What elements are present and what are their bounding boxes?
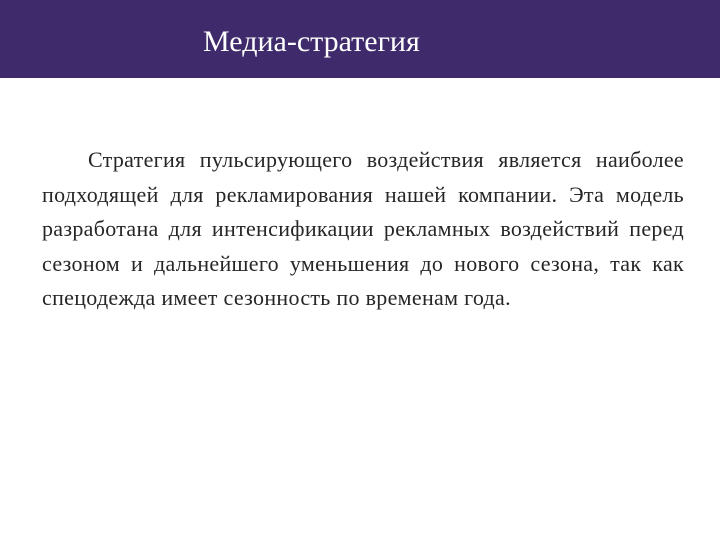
slide-title: Медиа-стратегия <box>203 25 420 58</box>
slide-body-text: Стратегия пульсирующего воздействия является наиболее подходящей для рекламирования нашей компании. Эта модель разработана для интенсификации рекламных воздействий перед сезоном и дальнейшего уменьшения до нового сезона, так как спецодежда имеет сезонность по временам года. <box>42 147 684 310</box>
title-bar <box>0 0 720 78</box>
